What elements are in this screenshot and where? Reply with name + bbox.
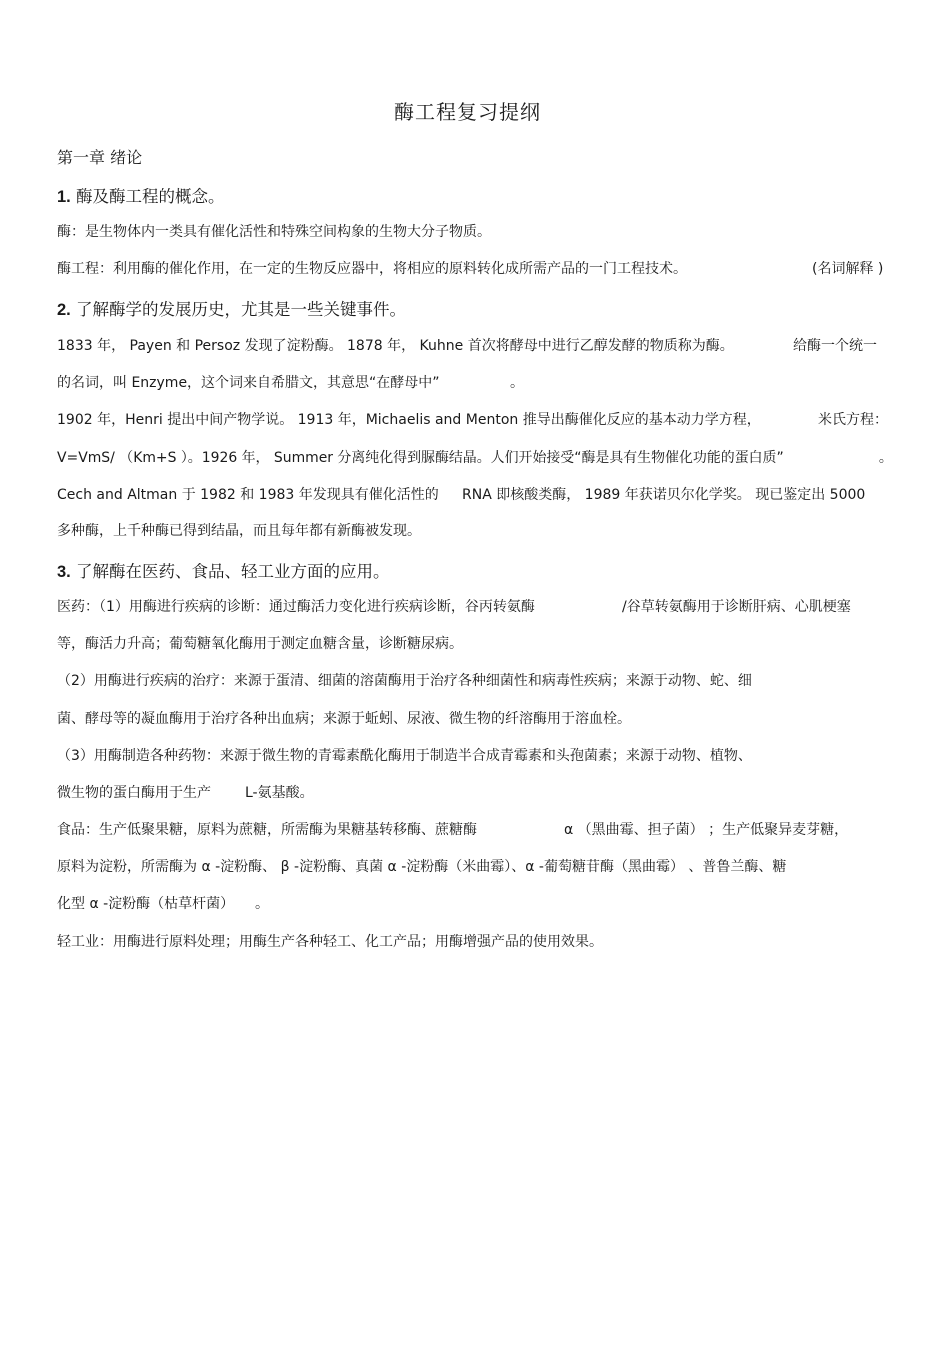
enzyme-engineering-definition: [57, 258, 884, 278]
food-3a: 化型 α -淀粉酶（枯草杆菌）: [57, 896, 235, 912]
section-3-number: 3.: [57, 563, 71, 581]
history-4b: 。: [878, 450, 893, 466]
section-1-heading: [57, 183, 225, 207]
history-2b: 。: [510, 375, 524, 391]
section-2-number: 2.: [57, 301, 71, 319]
food-1a: 食品：生产低聚果糖，原料为蔗糖，所需酶为果糖基转移酶、蔗糖酶: [57, 822, 477, 838]
history-line-3: [57, 409, 888, 429]
medicine-line-1: [57, 596, 851, 616]
history-line-5: [57, 484, 866, 504]
history-line-6: 多种酶，上千种酶已得到结晶，而且每年都有新酶被发现。: [57, 523, 421, 539]
medicine-line-2: 等，酶活力升高；葡萄糖氧化酶用于测定血糖含量，诊断糖尿病。: [57, 636, 463, 652]
chapter-heading: 第一章 绪论: [57, 148, 143, 167]
food-line-3: [57, 893, 269, 913]
history-5a: Cech and Altman 于 1982 和 1983 年发现具有催化活性的: [57, 487, 439, 503]
medicine-1a: 医药：（1）用酶进行疾病的诊断：通过酶活力变化进行疾病诊断，谷丙转氨酶: [57, 599, 535, 615]
food-line-2: 原料为淀粉，所需酶为 α -淀粉酶、 β -淀粉酶、真菌 α -淀粉酶（米曲霉）、α -葡萄糖苷酶（黑曲霉） 、普鲁兰酶、糖: [57, 859, 787, 875]
food-1b: α （黑曲霉、担子菌） ；生产低聚异麦芽糖，: [564, 822, 849, 838]
history-4a: V=VmS/ （Km+S ）。1926 年， Summer 分离纯化得到脲酶结晶。人们开始接受“酶是具有生物催化功能的蛋白质”: [57, 450, 784, 466]
medicine-line-5: （3）用酶制造各种药物：来源于微生物的青霉素酰化酶用于制造半合成青霉素和头孢菌素；来源于动物、植物、: [57, 748, 752, 764]
history-3a: 1902 年，Henri 提出中间产物学说。 1913 年，Michaelis and Menton 推导出酶催化反应的基本动力学方程，: [57, 412, 761, 428]
medicine-6a: 微生物的蛋白酶用于生产: [57, 785, 211, 801]
medicine-line-4: 菌、酵母等的凝血酶用于治疗各种出血病；来源于蚯蚓、尿液、微生物的纤溶酶用于溶血栓。: [57, 711, 631, 727]
term-note: (名词解释 ): [812, 261, 884, 277]
medicine-1b: /谷草转氨酶用于诊断肝病、心肌梗塞: [622, 599, 851, 615]
history-1b: 给酶一个统一: [793, 338, 877, 354]
section-3-title: 了解酶在医药、食品、轻工业方面的应用。: [76, 562, 390, 581]
food-line-1: [57, 819, 849, 839]
history-5b: RNA 即核酸类酶， 1989 年获诺贝尔化学奖。 现已鉴定出 5000: [462, 487, 866, 503]
history-line-1: [57, 335, 877, 355]
history-1a: 1833 年， Payen 和 Persoz 发现了淀粉酶。 1878 年， Kuhne 首次将酵母中进行乙醇发酵的物质称为酶。: [57, 338, 734, 354]
history-3b: 米氏方程：: [818, 412, 888, 428]
section-1-number: 1.: [57, 188, 71, 206]
section-2-heading: [57, 296, 406, 320]
section-3-heading: [57, 558, 390, 582]
medicine-6b: L-氨基酸。: [245, 785, 314, 801]
history-line-4: [57, 447, 893, 467]
enzyme-definition: 酶：是生物体内一类具有催化活性和特殊空间构象的生物大分子物质。: [57, 224, 491, 240]
food-3b: 。: [255, 896, 269, 912]
medicine-line-3: （2）用酶进行疾病的治疗：来源于蛋清、细菌的溶菌酶用于治疗各种细菌性和病毒性疾病；来源于动物、蛇、细: [57, 673, 752, 689]
section-1-title: 酶及酶工程的概念。: [76, 187, 225, 206]
section-2-title: 了解酶学的发展历史，尤其是一些关键事件。: [76, 300, 407, 319]
light-industry-line: 轻工业：用酶进行原料处理；用酶生产各种轻工、化工产品；用酶增强产品的使用效果。: [57, 934, 603, 950]
history-2a: 的名词，叫 Enzyme，这个词来自希腊文，其意思“在酵母中”: [57, 375, 440, 391]
enzyme-engineering-text: 酶工程：利用酶的催化作用，在一定的生物反应器中，将相应的原料转化成所需产品的一门工程技术。: [57, 261, 687, 277]
medicine-line-6: [57, 782, 314, 802]
document-title: 酶工程复习提纲: [394, 100, 541, 124]
history-line-2: [57, 372, 524, 392]
